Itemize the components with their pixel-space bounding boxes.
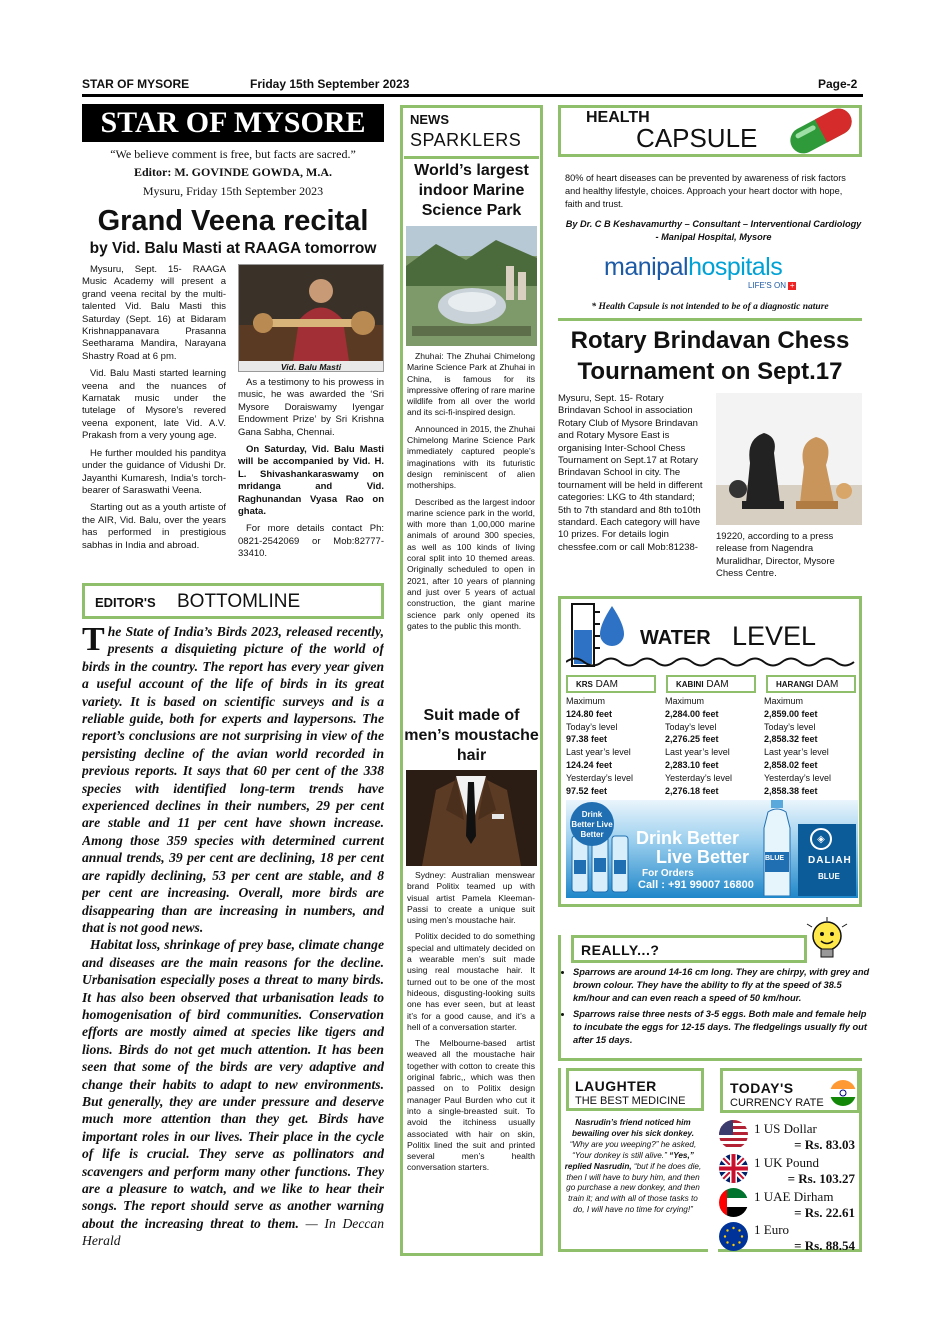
currency-value: = Rs. 88.54	[794, 1238, 855, 1253]
dam-level-label: Today’s level	[566, 721, 618, 732]
water-label-a: WATER	[640, 627, 711, 649]
dam-level-value: 124.80 feet	[566, 708, 613, 719]
chess-headline: Rotary Brindavan Chess Tournament on Sept.17	[570, 327, 850, 385]
dam-level-value: 97.52 feet	[566, 785, 608, 796]
dam-level-value: 2,858.02 feet	[764, 759, 818, 770]
krs-name-b: DAM	[595, 679, 618, 690]
currency-label-b: CURRENCY RATE	[730, 1097, 824, 1109]
story2-title: Suit made of men’s moustache hair	[404, 707, 539, 764]
musician-photo-icon	[239, 265, 384, 361]
harangi-dam-label	[766, 675, 856, 693]
dam-level-value: 2,858.38 feet	[764, 785, 818, 796]
marine-park-photo	[406, 226, 537, 346]
really-label: REALLY...?	[581, 942, 660, 958]
health-label-a: HEALTH	[586, 109, 650, 126]
manipal-logo	[604, 253, 782, 282]
harangi-name-a: HARANGI	[776, 680, 814, 689]
laughter-reply-intro: “Yes,” replied Nasrudin,	[564, 1150, 694, 1171]
laughter-intro: Nasrudin’s friend noticed him bewailing over his sick donkey.	[571, 1118, 695, 1138]
dam-level-value: 2,276.18 feet	[665, 785, 719, 796]
currency-unit: 1 UK Pound	[754, 1155, 820, 1170]
story1-title: World’s largest indoor Marine Science Park	[414, 162, 529, 219]
uk-flag-icon	[719, 1154, 748, 1183]
suit-photo	[406, 770, 537, 866]
editorial-label-box	[82, 583, 384, 619]
large-bottle-icon	[760, 800, 794, 896]
veena-column-2	[238, 377, 384, 575]
ad-brand: DALIAH	[808, 855, 852, 866]
veena-headline: Grand Veena recital	[97, 205, 369, 237]
veena-photo	[238, 264, 384, 372]
sparklers-label-a: NEWS	[410, 112, 449, 127]
veena-paragraph: For more details contact Ph: 0821-2542069 or Mob:82777-33410.	[238, 523, 384, 560]
capsule-icon	[780, 106, 862, 161]
dam-level-value: 2,858.32 feet	[764, 734, 818, 745]
veena-subhead: by Vid. Balu Masti at RAAGA tomorrow	[89, 240, 377, 257]
daliah-logo-icon: ◈	[810, 828, 832, 850]
laughter-label-b: THE BEST MEDICINE	[575, 1095, 686, 1107]
plus-icon: +	[789, 281, 795, 290]
header-page-number: Page-2	[818, 77, 858, 91]
editorial-dropcap: T	[82, 623, 105, 658]
sparklers-label-b: SPARKLERS	[410, 130, 522, 150]
masthead-motto: “We believe comment is free, but facts are sacred.”	[110, 147, 356, 161]
story2-body	[407, 870, 535, 1250]
dam-level-label: Yesterday’s level	[665, 772, 733, 783]
dam-level-label: Today’s level	[764, 721, 816, 732]
currency-label-a: TODAY'S	[730, 1080, 794, 1096]
india-flag-icon	[830, 1080, 856, 1106]
really-item: • Sparrows raise three nests of 3-5 eggs. Both male and female help to incubate the eggs for 12-15 days. The fledgelings usually fly out after 15 days.	[573, 1008, 873, 1047]
moustache-suit-image-icon	[406, 770, 537, 866]
dam-level-value: 2,283.10 feet	[665, 759, 719, 770]
dam-level-value: 2,284.00 feet	[665, 708, 719, 719]
kabini-name-b: DAM	[706, 679, 729, 690]
krs-dam-levels	[566, 695, 662, 797]
laughter-label-a: LAUGHTER	[575, 1078, 657, 1094]
laughter-line: “Your donkey is still alive.”	[572, 1150, 667, 1160]
manipal-logo-a: manipal	[604, 253, 689, 281]
veena-paragraph: He further moulded his panditya under the guidance of Vidushi Dr. Jayanthi Kumaresh, India’s torch-bearer of Saraswathi Veena.	[82, 447, 226, 496]
veena-photo-caption: Vid. Balu Masti	[239, 361, 383, 372]
currency-unit: 1 UAE Dirham	[754, 1189, 834, 1204]
story1-body	[407, 351, 535, 701]
health-label-b: CAPSULE	[636, 123, 758, 153]
really-item: • Sparrows are around 14-16 cm long. They are chirpy, with grey and brown colour. They have the ability to fly at the speed of 38.5 km/hour and can even reach a speed of 50 km/hour.	[573, 966, 873, 1005]
dam-level-value: 97.38 feet	[566, 734, 608, 745]
story1-paragraph: Described as the largest indoor marine science park in the world, with more than 1,00,000 marine animals of around 300 species, as well as 100 kinds of living coral split into 10 themed areas. Originally scheduled to open in 2021, after 10 years of planning and just over 5 years of actual construction, the giant marine science park only opened its gates to the public this month.	[407, 496, 535, 631]
ad-bottle-blue: BLUE	[765, 855, 785, 862]
header-rule	[82, 94, 863, 97]
water-label-b: LEVEL	[732, 621, 817, 651]
story2-paragraph: Politix decided to do something special and ultimately decided on a wearable men’s suit made using real moustache hair. It turned out to be one of the most hideous, disgusting-looking suits one has ever seen, but at least it’s for a good cause, and it’s a hell of a conversation starter.	[407, 931, 535, 1032]
krs-dam-label	[566, 675, 656, 693]
chess-pieces-image-icon	[716, 393, 862, 525]
currency-unit: 1 US Dollar	[754, 1121, 817, 1136]
ad-call-number: Call : +91 99007 16800	[638, 879, 754, 891]
header-paper-name: STAR OF MYSORE	[82, 77, 190, 91]
us-flag-icon	[719, 1120, 748, 1149]
eu-flag-icon	[719, 1222, 748, 1251]
health-bottom-rule	[558, 318, 862, 321]
kabini-name-a: KABINI	[676, 680, 704, 689]
editorial-label-b: BOTTOMLINE	[177, 591, 301, 612]
dam-level-label: Last year’s level	[665, 747, 730, 758]
ad-brand-blue: BLUE	[818, 872, 840, 881]
laughter-question: “Why are you weeping?” he asked,	[569, 1139, 697, 1149]
currency-value: = Rs. 103.27	[787, 1171, 855, 1186]
manipal-tagline	[748, 281, 796, 290]
uae-flag-icon	[719, 1188, 748, 1217]
veena-paragraph: Mysuru, Sept. 15- RAAGA Music Academy will present a grand veena recital by the multi-talented Vid. Balu Masti this Saturday (Sept. 16) at Bidaram Krishnappanavara Prasanna Seetharama Mandira, Narayana Shastry Road at 6 pm.	[82, 264, 226, 362]
editorial-paragraph: Habitat loss, shrinkage of prey base, climate change and diseases are the main reasons for the decline. Urbanisation especially poses a threat to many birds. It has also been observed that urbanisation leads to homogenisation of bird communities. Conservation efforts are mostly aimed at species like tigers and lions. Birds do not get much attention. It has been seen that some of the birds are very adaptive and change their habits to adapt to new environments. But generally, they are under pressure and deserve much more attention than they get. Birds have important roles in our lives. Their place in the cycle of life is crucial. They serve as pollinators and scavengers and perform many other functions. They are a pleasure to watch, and we like to hear their songs. The report should serve as another warning about the increasing threat to them.	[82, 937, 384, 1231]
water-advertisement	[566, 800, 858, 898]
dam-level-label: Maximum	[665, 696, 705, 706]
ad-badge: Drink Better Live Better	[570, 802, 614, 846]
manipal-logo-b: hospitals	[688, 253, 783, 281]
dam-level-label: Last year’s level	[764, 747, 829, 758]
dam-level-label: Maximum	[764, 696, 804, 706]
dam-level-value: 2,276.25 feet	[665, 734, 719, 745]
laughter-answer: “but if he does die, then I will have to bury him, and then go purchase a new donkey, and then train it; and with all of those tasks to do, I will have no time for crying!”	[566, 1161, 702, 1215]
veena-paragraph: As a testimony to his prowess in music, he was awarded the ‘Sri Mysore Doraiswamy Iyengar Endowment Prize’ by Sri Krishna Gana Sabha, Chennai.	[238, 377, 384, 438]
editorial-body	[82, 623, 384, 1253]
sparklers-divider	[404, 156, 539, 159]
story1-paragraph: Announced in 2015, the Zhuhai Chimelong Marine Science Park immediately captured people’s imaginations with its futuristic design reminiscent of alien motherships.	[407, 423, 535, 491]
health-byline: By Dr. C B Keshavamurthy – Consultant – Interventional Cardiology - Manipal Hospital, Mysore	[565, 219, 862, 242]
masthead-dateline: Mysuru, Friday 15th September 2023	[142, 184, 324, 198]
editorial-source: — In Deccan Herald	[82, 1215, 384, 1249]
story2-paragraph: The Melbourne-based artist weaved all the moustache hair together with cotton to create this original fabric,, which was then passed on to Politix design manager Paul Burden who cut it into a single-breasted suit. To avoid the itchiness usually associated with hair on skin, Politix lined the suit and printed several men’s health conversation starters.	[407, 1038, 535, 1173]
dam-level-label: Yesterday’s level	[566, 772, 634, 783]
veena-paragraph: Vid. Balu Masti started learning veena and the nuances of Karnatak music under the tutelage of Mysore’s revered veena exponent, late Vid. A.V. Prakash from a very young age.	[82, 368, 226, 442]
editorial-label-a: EDITOR'S	[95, 595, 156, 610]
water-waves-icon	[566, 655, 858, 674]
krs-name-a: KRS	[576, 680, 593, 689]
veena-paragraph: Starting out as a youth artiste of the AIR, Vid. Balu, over the years has performed in prestigious sabhas in India and abroad.	[82, 502, 226, 551]
kabini-dam-label	[666, 675, 756, 693]
header-date: Friday 15th September 2023	[250, 77, 410, 91]
dam-level-label: Last year’s level	[566, 747, 631, 758]
health-text: 80% of heart diseases can be prevented by awareness of risk factors and healthy lifestyle, choices. Approach your heart doctor with hope, faith and trust.	[565, 173, 846, 209]
kabini-dam-levels	[665, 695, 761, 797]
dam-level-value: 124.24 feet	[566, 759, 613, 770]
harangi-name-b: DAM	[816, 679, 839, 690]
currency-unit: 1 Euro	[754, 1222, 790, 1237]
editorial-paragraph: he State of India’s Birds 2023, released recently, presents a disquieting picture of the world of birds in the country. The report has every year given a useful account of the life of birds in its great variety. It is based on scientific surveys and is a reliable guide, both for experts and laypersons. The report’s conclusions are not surprising in view of the persisting decline of the avian world recorded in previous reports. It says that 60 per cent of the 338 species with identified long-term trends have experienced declines in their numbers, 29 per cent are stable and 11 per cent have shown increase. Among those 359 species with determined current annual trends, 39 per cent are declining, 18 per cent are rapidly declining, 53 per cent are stable, and 8 per cent are increasing. Overall, more birds are disappearing than are increasing in numbers, and that is not good news.	[82, 624, 384, 935]
veena-column-1	[82, 264, 226, 574]
dam-level-value: 2,859.00 feet	[764, 708, 818, 719]
chess-photo	[716, 393, 862, 525]
really-list	[560, 966, 873, 1047]
marine-park-image-icon	[406, 226, 537, 346]
ad-line1: Drink Better	[636, 828, 740, 848]
laughter-text	[563, 1118, 703, 1216]
masthead-editor: Editor: M. GOVINDE GOWDA, M.A.	[134, 165, 332, 179]
currency-value: = Rs. 83.03	[794, 1137, 855, 1152]
story2-paragraph: Sydney: Australian menswear brand Politix teamed up with visual artist Pamela Kleeman-Passi to create a unique suit using men’s moustache hair.	[407, 870, 535, 926]
dam-level-label: Maximum	[566, 696, 606, 706]
ad-line2: Live Better	[656, 847, 750, 867]
story1-paragraph: Zhuhai: The Zhuhai Chimelong Marine Science Park at Zhuhai in China, is famous for its impressive offering of rare marine wildlife from all over the world and its sci-fi-inspired design.	[407, 351, 535, 418]
chess-column-2: 19220, according to a press release from Nagendra Muralidhar, Director, Mysore Chess Centre.	[716, 531, 835, 580]
veena-paragraph-bold: On Saturday, Vid. Balu Masti will be accompanied by Vid. H. L. Shivashankaraswamy on mridanga and Vid. Raghunandan Vyasa Rao on ghata.	[238, 444, 384, 518]
health-disclaimer: * Health Capsule is not intended to be of a diagnostic nature	[591, 302, 829, 312]
manipal-tagline-text: LIFE'S ON	[748, 281, 786, 290]
chess-column-1: Mysuru, Sept. 15- Rotary Brindavan School in association Rotary Club of Mysore Brindavan and Rotary Mysore East is organising Inter-School Chess Tournament on Sept.17 at Rotary Brindavan School in city. The tournament will be held in different categories: LKG to 4th standard; 5th to 7th standard and 8th to10th standard. Each category will have 10 prizes. For details login chessfee.com or call Mob:81238-	[558, 393, 703, 553]
dam-level-label: Yesterday’s level	[764, 772, 832, 783]
ad-orders: For Orders	[642, 868, 694, 879]
currency-value: = Rs. 22.61	[794, 1205, 855, 1220]
harangi-dam-levels	[764, 695, 860, 797]
masthead-title: STAR OF MYSORE	[82, 104, 384, 142]
dam-level-label: Today’s level	[665, 721, 717, 732]
